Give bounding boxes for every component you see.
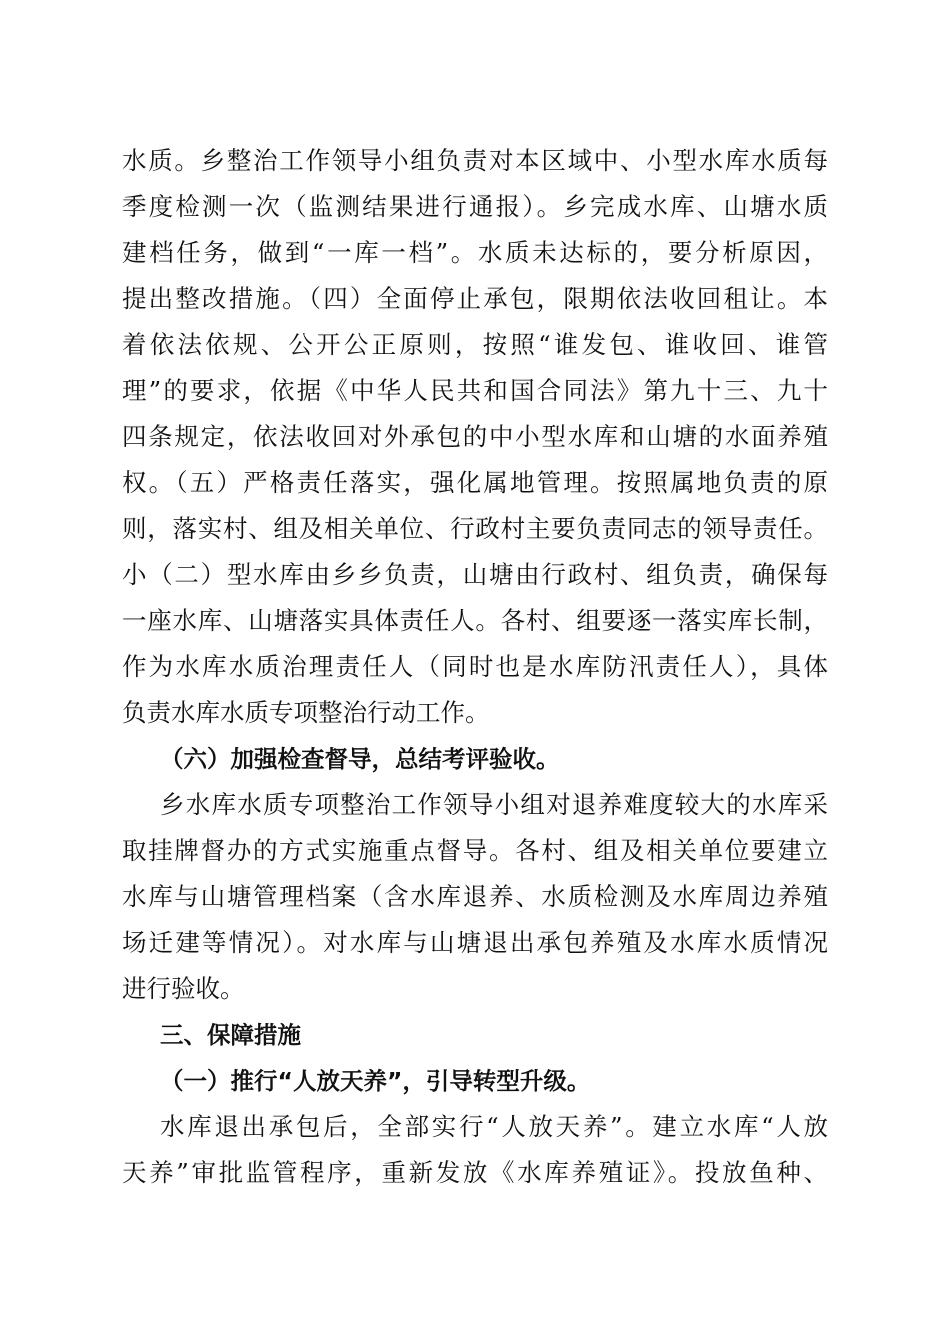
paragraph-line: 理”的要求，依据《中华人民共和国合同法》第九十三、九十	[122, 376, 828, 405]
paragraph-line: 四条规定，依法收回对外承包的中小型水库和山塘的水面养殖	[122, 422, 828, 451]
paragraph-line: 提出整改措施。（四）全面停止承包，限期依法收回租让。本	[122, 284, 828, 313]
paragraph-line: 一座水库、山塘落实具体责任人。各村、组要逐一落实库长制，	[122, 606, 828, 635]
subsection-heading: （六）加强检查督导，总结考评验收。	[160, 745, 560, 773]
paragraph-line: 进行验收。	[122, 974, 245, 1003]
paragraph-line: 作为水库水质治理责任人（同时也是水库防汛责任人），具体	[122, 652, 828, 681]
paragraph-line: 天养”审批监管程序，重新发放《水库养殖证》。投放鱼种、	[122, 1158, 828, 1187]
paragraph-line: 小（二）型水库由乡乡负责，山塘由行政村、组负责，确保每	[122, 560, 828, 589]
paragraph-line: 取挂牌督办的方式实施重点督导。各村、组及相关单位要建立	[122, 836, 828, 865]
paragraph-line: 负责水库水质专项整治行动工作。	[122, 698, 490, 727]
paragraph-line: 权。（五）严格责任落实，强化属地管理。按照属地负责的原	[122, 468, 828, 497]
paragraph-line: 水库退出承包后，全部实行“人放天养”。建立水库“人放	[160, 1112, 828, 1141]
paragraph-line: 场迁建等情况）。对水库与山塘退出承包养殖及水库水质情况	[122, 928, 828, 957]
paragraph-line: 乡水库水质专项整治工作领导小组对退养难度较大的水库采	[160, 790, 828, 819]
paragraph-line: 着依法依规、公开公正原则，按照“谁发包、谁收回、谁管	[122, 330, 828, 359]
paragraph-line: 水质。乡整治工作领导小组负责对本区域中、小型水库水质每	[122, 146, 828, 175]
paragraph-line: 建档任务，做到“一库一档”。水质未达标的，要分析原因，	[122, 238, 828, 267]
paragraph-line: 水库与山塘管理档案（含水库退养、水质检测及水库周边养殖	[122, 882, 828, 911]
paragraph-line: 则，落实村、组及相关单位、行政村主要负责同志的领导责任。	[122, 514, 828, 543]
section-heading: 三、保障措施	[160, 1021, 301, 1049]
subsection-heading: （一）推行“人放天养”，引导转型升级。	[160, 1067, 591, 1095]
paragraph-line: 季度检测一次（监测结果进行通报）。乡完成水库、山塘水质	[122, 192, 828, 221]
